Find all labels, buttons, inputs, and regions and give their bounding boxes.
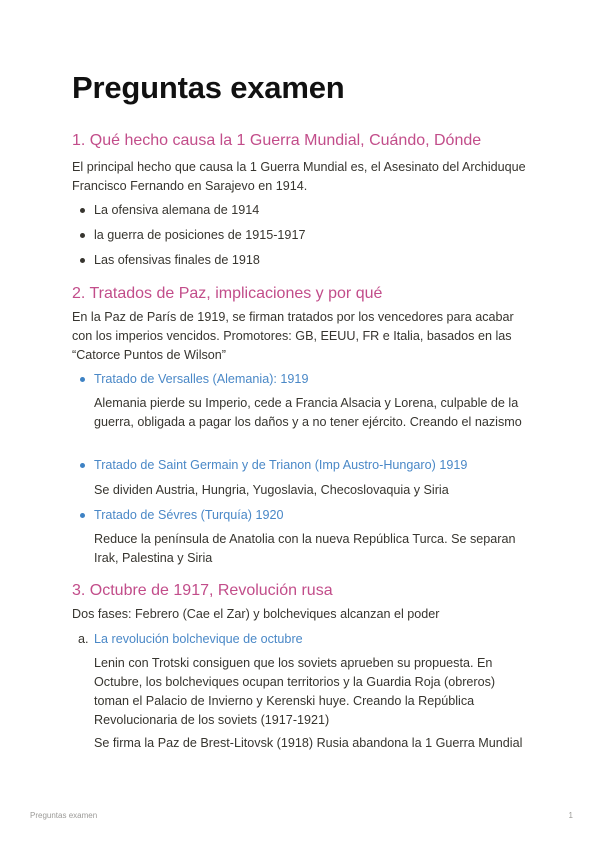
bullet-icon — [80, 258, 85, 263]
treaty-link[interactable]: Tratado de Versalles (Alemania): 1919 — [94, 372, 309, 386]
bullet-icon — [80, 233, 85, 238]
revolution-link[interactable]: La revolución bolchevique de octubre — [94, 632, 303, 646]
bullet-icon — [80, 463, 85, 468]
section-3-intro: Dos fases: Febrero (Cae el Zar) y bolcheviques alcanzan el poder — [72, 607, 440, 621]
section-2-intro: En la Paz de París de 1919, se firman tratados por los vencedores para acabar con los imperios vencidos. Promotores: GB, EEUU, FR e Italia, basados en las “Catorce Puntos de Wilson” — [72, 310, 514, 362]
section-1-intro: El principal hecho que causa la 1 Guerra Mundial es, el Asesinato del Archiduque Francisco Fernando en Sarajevo en 1914. — [72, 160, 526, 193]
bullet-icon — [80, 377, 85, 382]
treaty-description: Alemania pierde su Imperio, cede a Francia Alsacia y Lorena, culpable de la guerra, obligada a pagar los daños y a no tener ejército. Creando el nazismo — [94, 396, 522, 429]
treaty-link[interactable]: Tratado de Saint Germain y de Trianon (Imp Austro-Hungaro) 1919 — [94, 458, 468, 472]
section-2-heading: 2. Tratados de Paz, implicaciones y por qué — [72, 285, 383, 302]
bullet-icon — [80, 513, 85, 518]
section-1-heading: 1. Qué hecho causa la 1 Guerra Mundial, Cuándo, Dónde — [72, 132, 482, 149]
section-3-heading: 3. Octubre de 1917, Revolución rusa — [72, 582, 333, 599]
list-marker: a. — [78, 632, 89, 646]
page-title: Preguntas examen — [72, 70, 345, 105]
revolution-paragraph: Lenin con Trotski consiguen que los soviets aprueben su propuesta. En Octubre, los bolcheviques ocupan territorios y la Guardia Roja (obreros) toman el Palacio de Invierno y Kerenski huye. Creando la República Revolucionaria de los soviets (1917-1921) — [94, 656, 496, 727]
bullet-icon — [80, 208, 85, 213]
footer-title: Preguntas examen — [30, 811, 98, 820]
revolution-paragraph-2: Se firma la Paz de Brest-Litovsk (1918) Rusia abandona la 1 Guerra Mundial — [94, 736, 523, 750]
treaty-description: Se dividen Austria, Hungria, Yugoslavia, Checoslovaquia y Siria — [94, 483, 449, 497]
page-number: 1 — [568, 811, 573, 820]
treaty-link[interactable]: Tratado de Sévres (Turquía) 1920 — [94, 508, 284, 522]
treaty-description: Reduce la península de Anatolia con la nueva República Turca. Se separan Irak, Palestina y Siria — [94, 532, 516, 565]
